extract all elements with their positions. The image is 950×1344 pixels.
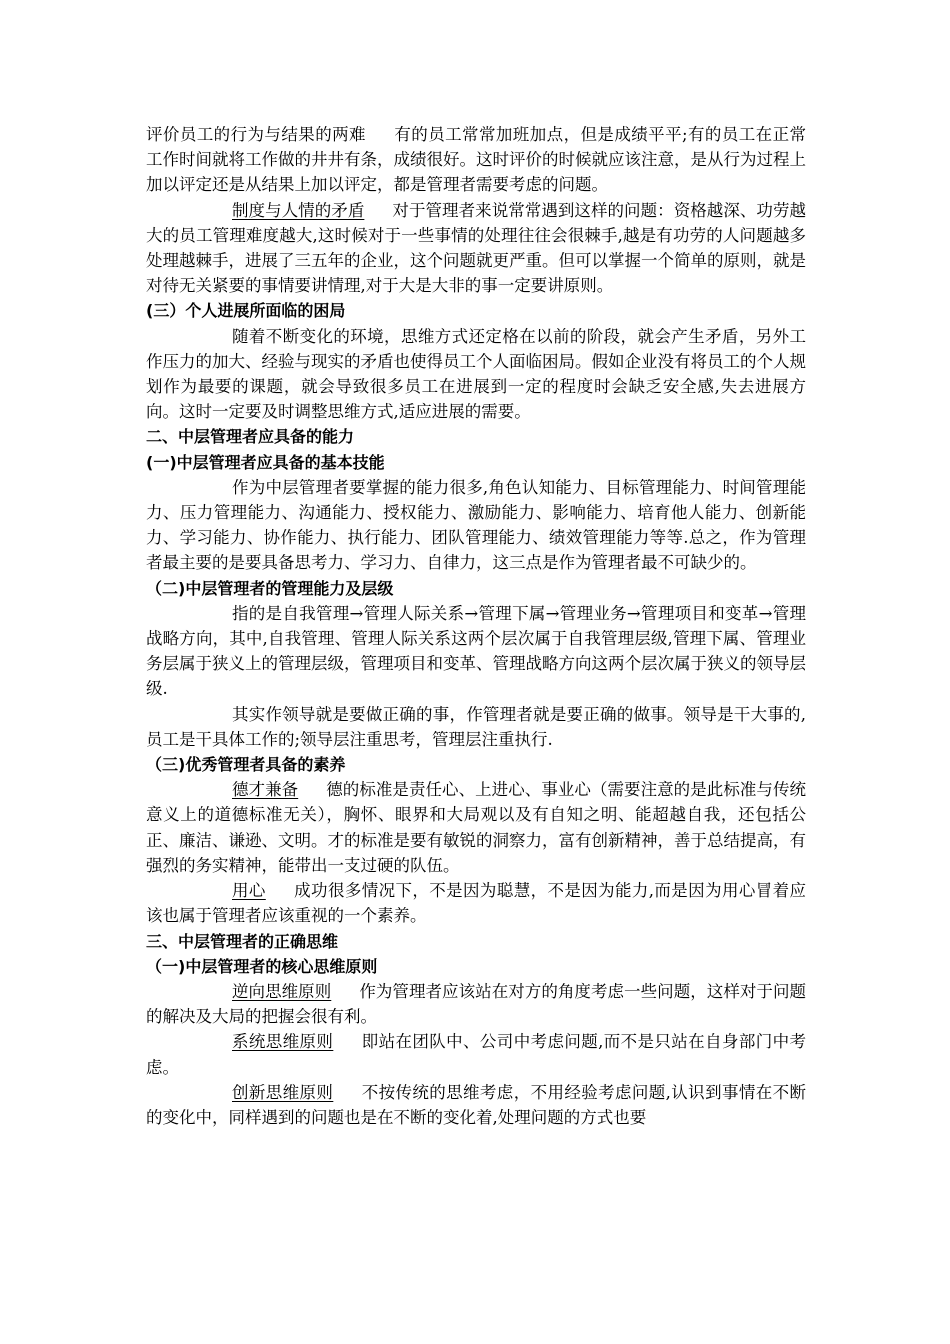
heading-personal-dilemma: (三）个人进展所面临的困局 [146,301,346,321]
heading-basic-skills: (一)中层管理者应具备的基本技能 [146,452,385,472]
paragraph-text: 不按传统的思维考虑，不用经验考虑问题,认识到事情在不断的变化中，同样遇到的问题也是在不断的变化着,处理问题的方式也要 [146,1082,807,1127]
paragraph-virtue-and-talent [146,777,806,878]
term-virtue-and-talent: 德才兼备 [232,780,299,800]
term-system-vs-sentiment: 制度与人情的矛盾 [232,200,365,220]
document-page [146,122,806,1130]
paragraph-leadership: 其实作领导就是要做正确的事，作管理者就是要正确的做事。领导是干大事的,员工是干具体工作的;领导层注重思考，管理层注重执行. [146,704,806,749]
heading-section-two: 二、中层管理者应具备的能力 [146,427,355,447]
paragraph-evaluation-dilemma [146,122,806,198]
heading-core-principles: （一)中层管理者的核心思维原则 [146,956,378,976]
paragraph-text: 对于管理者来说常常遇到这样的问题：资格越深、功劳越大的员工管理难度越大,这时候对于一些事情的处理往往会很棘手,越是有功劳的人问题越多处理越棘手，进展了三五年的企业，这个问题就更严重。但可以掌握一个简单的原则，就是对待无关紧要的事情要讲情理,对于大是大非的事一定要讲原则。 [146,200,807,296]
term-reverse-thinking: 逆向思维原则 [232,981,332,1001]
paragraph-text: 即站在团队中、公司中考虑问题,而不是只站在自身部门中考虑。 [146,1032,807,1077]
term-innovative-thinking: 创新思维原则 [232,1082,334,1102]
heading-manager-qualities: （三)优秀管理者具备的素养 [146,755,346,775]
paragraph-text: 德的标准是责任心、上进心、事业心（需要注意的是此标准与传统意义上的道德标准无关），胸怀、眼界和大局观以及有自知之明、能超越自我，还包括公正、廉洁、谦逊、文明。才的标准是要有敏锐的洞察力，富有创新精神，善于总结提高，有强烈的务实精神，能带出一支过硬的队伍。 [146,780,807,875]
paragraph-innovative-thinking [146,1080,806,1130]
term-system-thinking: 系统思维原则 [232,1032,334,1052]
paragraph-dedication [146,878,806,928]
paragraph-text: 有的员工常常加班加点，但是成绩平平;有的员工在正常工作时间就将工作做的井井有条，成绩很好。这时评价的时候就应该注意，是从行为过程上加以评定还是从结果上加以评定，都是管理者需要考虑的问题。 [146,125,806,195]
paragraph-system-vs-sentiment [146,198,806,299]
paragraph-personal-dilemma: 随着不断变化的环境，思维方式还定格在以前的阶段，就会产生矛盾，另外工作压力的加大、经验与现实的矛盾也使得员工个人面临困局。假如企业没有将员工的个人规划作为最要的课题，就会导致很多员工在进展到一定的程度时会缺乏安全感,失去进展方向。这时一定要及时调整思维方式,适应进展的需要。 [146,326,806,422]
paragraph-reverse-thinking [146,979,806,1029]
paragraph-system-thinking [146,1029,806,1079]
paragraph-basic-skills: 作为中层管理者要掌握的能力很多,角色认知能力、目标管理能力、时间管理能力、压力管理能力、沟通能力、授权能力、激励能力、影响能力、培育他人能力、创新能力、学习能力、协作能力、执行能力、团队管理能力、绩效管理能力等等.总之，作为管理者最主要的是要具备思考力、学习力、自律力，这三点是作为管理者最不可缺少的。 [146,477,806,573]
term-evaluation-dilemma: 评价员工的行为与结果的两难 [146,125,366,144]
heading-management-levels: （二)中层管理者的管理能力及层级 [146,578,394,598]
paragraph-text: 作为管理者应该站在对方的角度考虑一些问题，这样对于问题的解决及大局的把握会很有利。 [146,981,807,1027]
heading-section-three: 三、中层管理者的正确思维 [146,931,339,951]
paragraph-text: 成功很多情况下，不是因为聪慧，不是因为能力,而是因为用心冒着应该也属于管理者应该重视的一个素养。 [146,881,807,926]
paragraph-management-levels: 指的是自我管理→管理人际关系→管理下属→管理业务→管理项目和变革→管理战略方向，其中,自我管理、管理人际关系这两个层次属于自我管理层级,管理下属、管理业务层属于狭义上的管理层级，管理项目和变革、管理战略方向这两个层次属于狭义的领导层级. [146,603,806,699]
term-dedication: 用心 [232,881,266,901]
